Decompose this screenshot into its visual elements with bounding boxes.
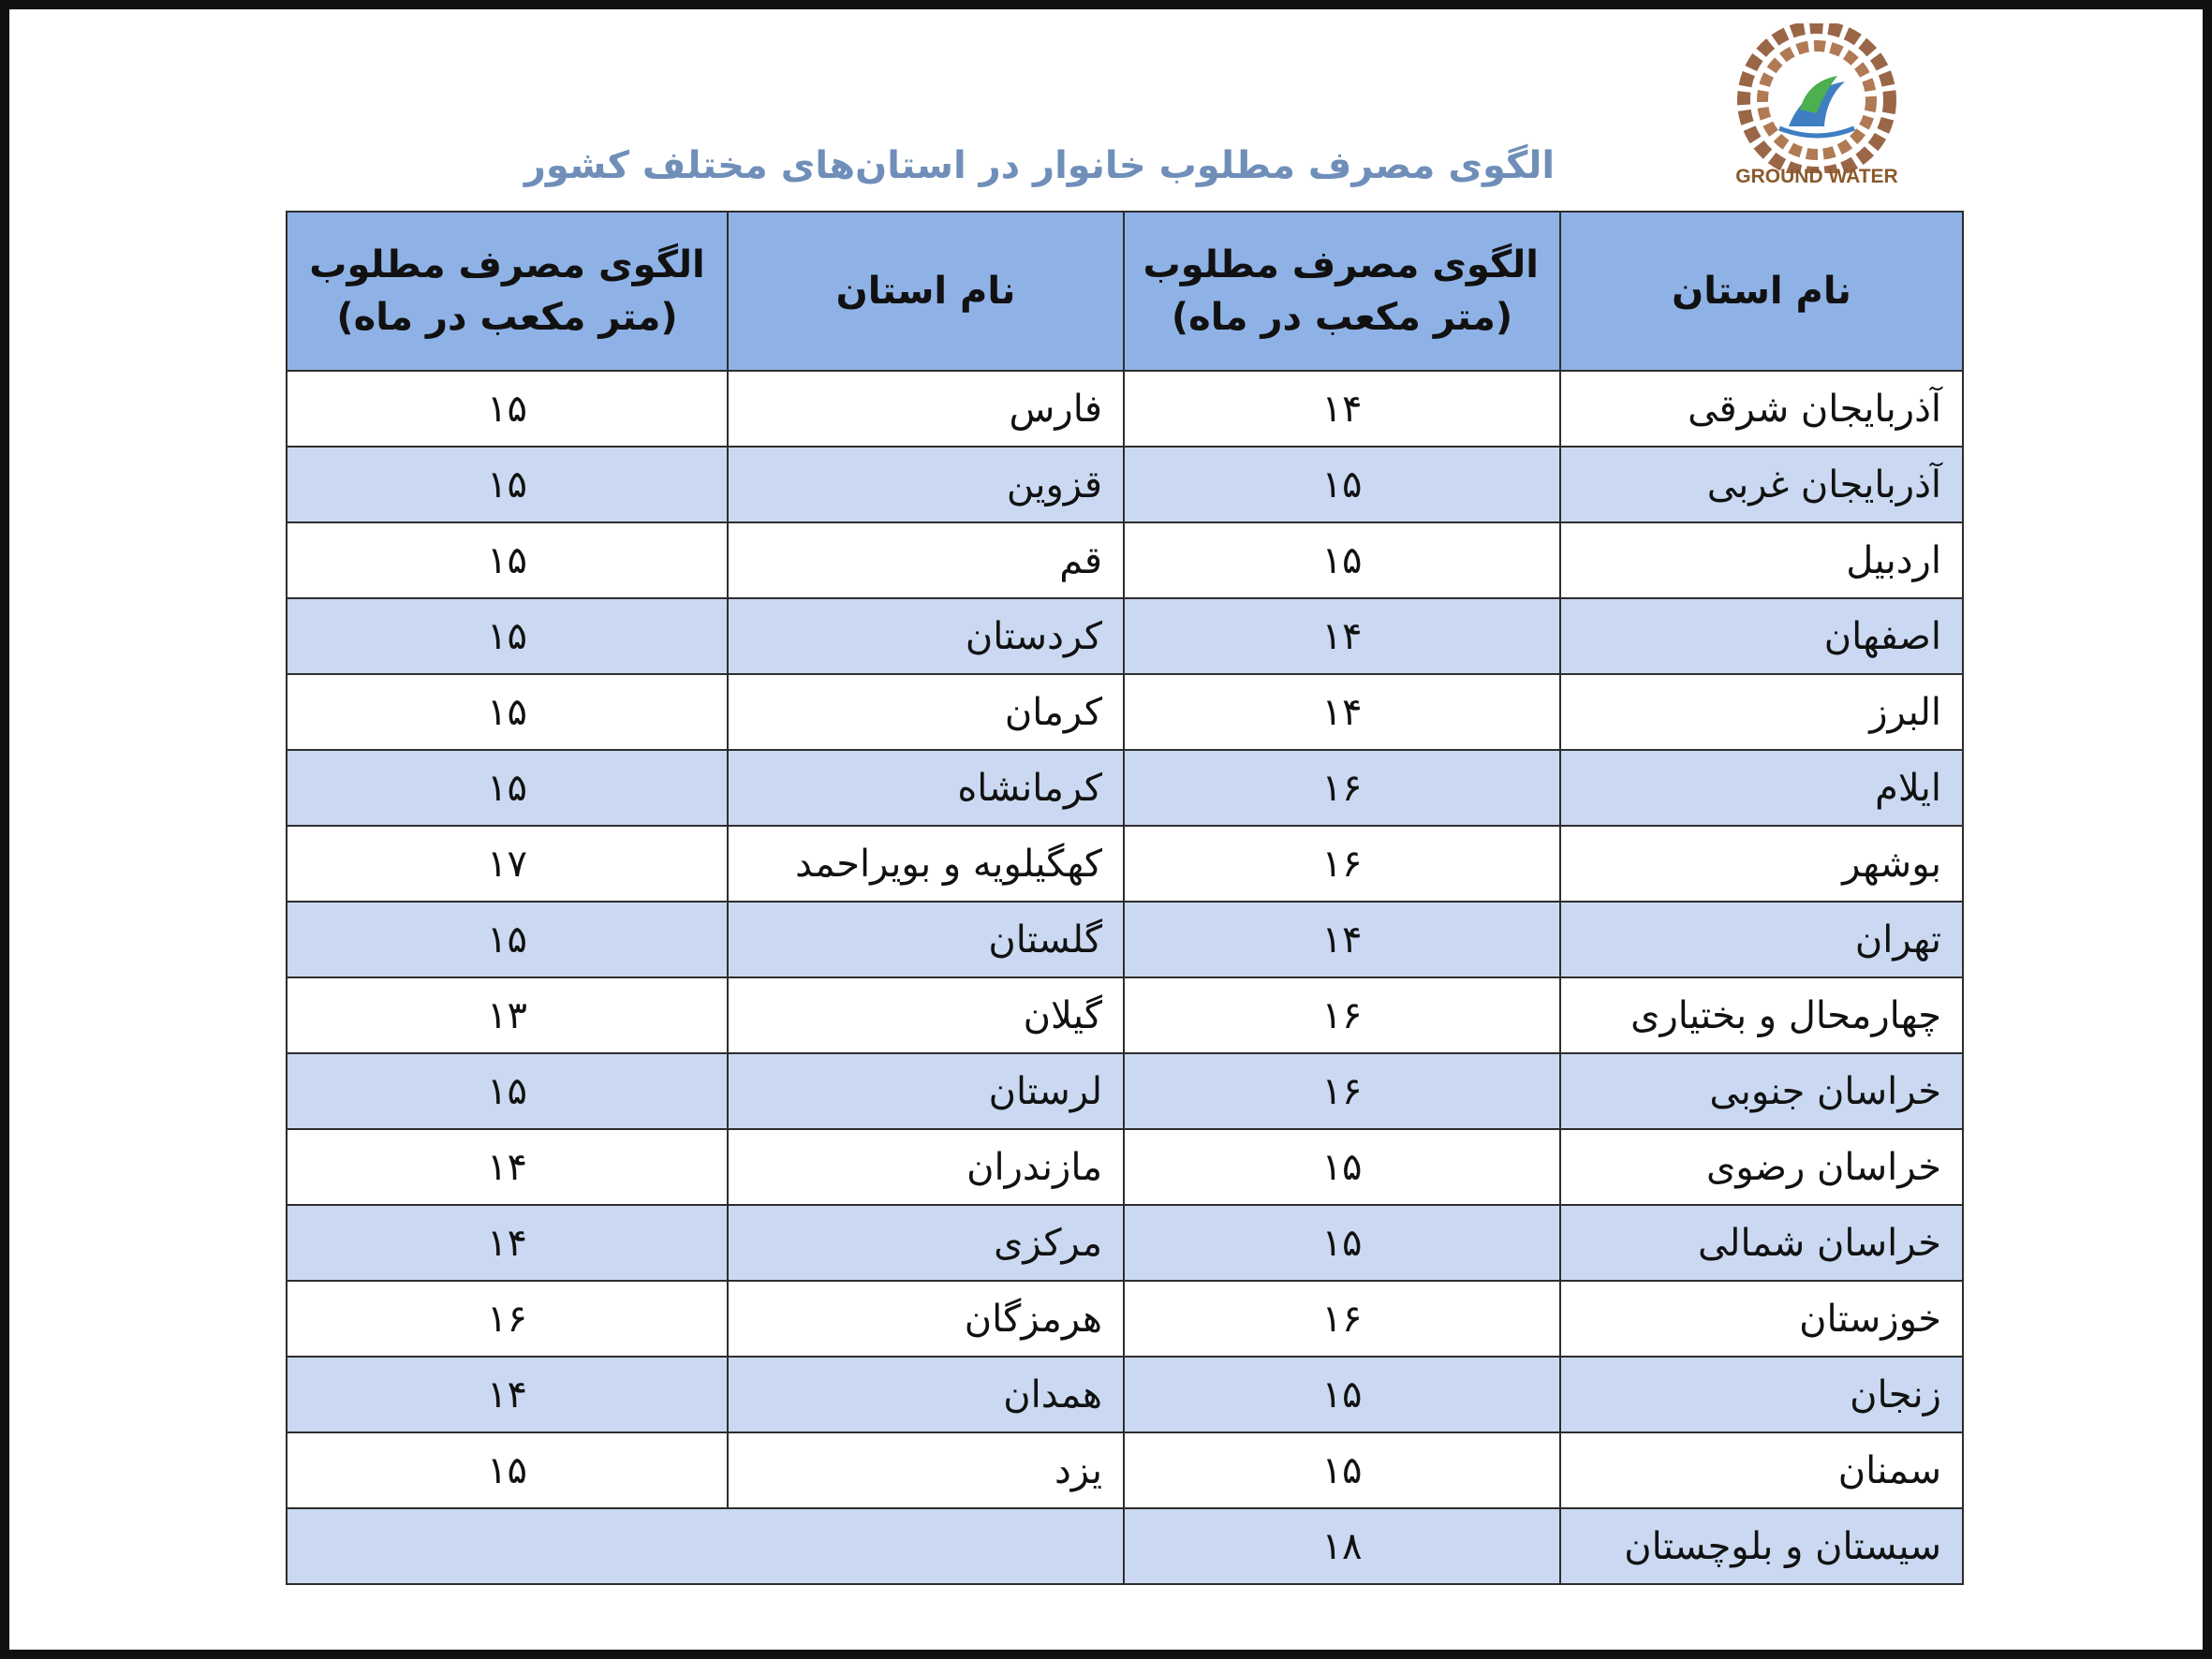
table-row [287,447,1963,522]
province-cell: لرستان [728,1053,1124,1129]
table-row [287,1205,1963,1281]
empty-cell [287,1508,1124,1584]
table-row [287,1053,1963,1129]
province-cell: کرمانشاه [728,750,1124,826]
table-row [287,1281,1963,1357]
table-row [287,902,1963,977]
value-cell: ۱۵ [287,750,728,826]
document-page [9,9,2203,1650]
province-cell: کردستان [728,598,1124,674]
table-row [287,371,1963,447]
header-pattern-2: الگوی مصرف مطلوب (متر مکعب در ماه) [287,212,728,371]
table-row [287,674,1963,750]
province-cell: سیستان و بلوچستان [1560,1508,1963,1584]
value-cell: ۱۵ [1124,1205,1560,1281]
logo-text: GROUND WATER [1735,166,1898,187]
table-row [287,1357,1963,1432]
value-cell: ۱۴ [287,1357,728,1432]
value-cell: ۱۵ [287,674,728,750]
province-cell: همدان [728,1357,1124,1432]
header-pattern-1: الگوی مصرف مطلوب (متر مکعب در ماه) [1124,212,1560,371]
province-cell: آذربایجان شرقی [1560,371,1963,447]
value-cell: ۱۴ [287,1205,728,1281]
value-cell: ۱۵ [287,371,728,447]
page-title: الگوی مصرف مطلوب خانوار در استان‌های مختلف کشور [524,144,1556,187]
value-cell: ۱۵ [287,1432,728,1508]
value-cell: ۱۶ [1124,1281,1560,1357]
value-cell: ۱۵ [287,447,728,522]
value-cell: ۱۶ [1124,1053,1560,1129]
province-cell: ایلام [1560,750,1963,826]
value-cell: ۱۶ [1124,977,1560,1053]
groundwater-logo [1714,23,1920,201]
province-cell: خراسان رضوی [1560,1129,1963,1205]
value-cell: ۱۴ [1124,598,1560,674]
table-row [287,750,1963,826]
value-cell: ۱۵ [287,522,728,598]
table-row [287,522,1963,598]
table-row [287,826,1963,902]
value-cell: ۱۸ [1124,1508,1560,1584]
table-row [287,1508,1963,1584]
value-cell: ۱۵ [1124,1432,1560,1508]
value-cell: ۱۵ [1124,447,1560,522]
value-cell: ۱۴ [1124,674,1560,750]
province-cell: گیلان [728,977,1124,1053]
province-cell: فارس [728,371,1124,447]
header-province-1: نام استان [1560,212,1963,371]
province-cell: مرکزی [728,1205,1124,1281]
province-cell: کرمان [728,674,1124,750]
value-cell: ۱۵ [1124,1357,1560,1432]
province-cell: خوزستان [1560,1281,1963,1357]
province-cell: خراسان شمالی [1560,1205,1963,1281]
province-cell: یزد [728,1432,1124,1508]
value-cell: ۱۶ [1124,750,1560,826]
value-cell: ۱۵ [1124,1129,1560,1205]
value-cell: ۱۴ [1124,902,1560,977]
value-cell: ۱۳ [287,977,728,1053]
table-row [287,1129,1963,1205]
province-cell: اردبیل [1560,522,1963,598]
province-cell: زنجان [1560,1357,1963,1432]
consumption-table [286,211,1964,1585]
value-cell: ۱۵ [287,902,728,977]
value-cell: ۱۴ [287,1129,728,1205]
province-cell: بوشهر [1560,826,1963,902]
province-cell: سمنان [1560,1432,1963,1508]
table-row [287,1432,1963,1508]
province-cell: کهگیلویه و بویراحمد [728,826,1124,902]
value-cell: ۱۵ [1124,522,1560,598]
header-province-2: نام استان [728,212,1124,371]
table-header-row [287,212,1963,371]
table-row [287,977,1963,1053]
province-cell: چهارمحال و بختیاری [1560,977,1963,1053]
logo-emblem-icon [1714,23,1920,173]
province-cell: هرمزگان [728,1281,1124,1357]
province-cell: قزوین [728,447,1124,522]
province-cell: آذربایجان غربی [1560,447,1963,522]
value-cell: ۱۵ [287,1053,728,1129]
table-row [287,598,1963,674]
value-cell: ۱۷ [287,826,728,902]
province-cell: البرز [1560,674,1963,750]
province-cell: اصفهان [1560,598,1963,674]
province-cell: خراسان جنوبی [1560,1053,1963,1129]
province-cell: گلستان [728,902,1124,977]
value-cell: ۱۶ [287,1281,728,1357]
value-cell: ۱۶ [1124,826,1560,902]
province-cell: تهران [1560,902,1963,977]
value-cell: ۱۵ [287,598,728,674]
province-cell: مازندران [728,1129,1124,1205]
province-cell: قم [728,522,1124,598]
value-cell: ۱۴ [1124,371,1560,447]
